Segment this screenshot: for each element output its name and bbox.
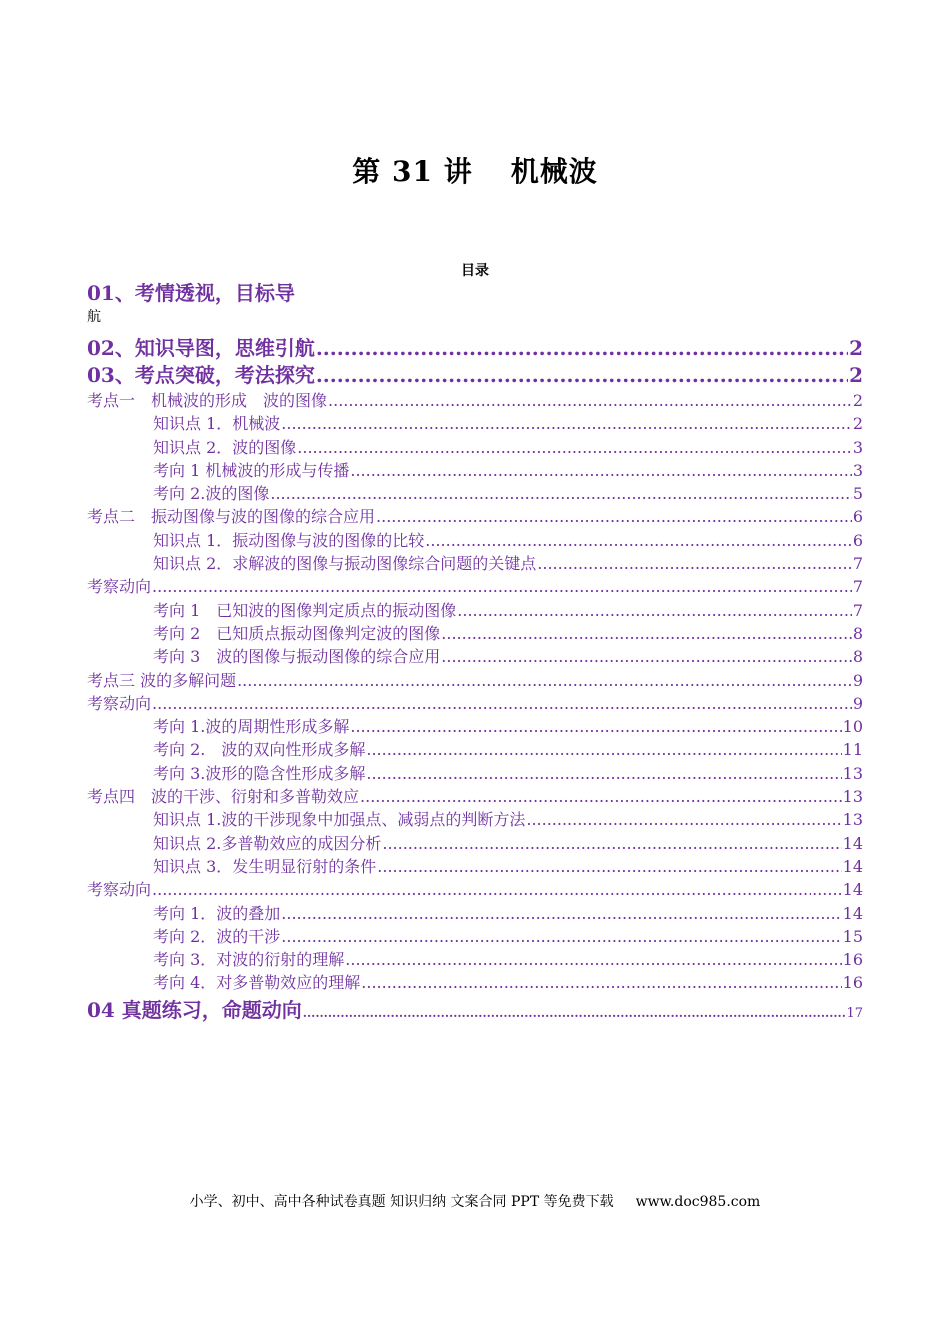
toc-entry[interactable]: [87, 482, 863, 505]
toc-entry-page: 14: [842, 903, 863, 923]
toc-entry-page: 7: [852, 554, 863, 574]
toc-entry-label: 03、考点突破，考法探究: [87, 363, 315, 387]
toc-entry-label: 知识点 1．机械波: [153, 414, 281, 434]
toc-entry-page: 10: [842, 717, 863, 737]
toc-leader-dots: [441, 622, 852, 645]
toc-entry[interactable]: [87, 459, 863, 482]
toc-entry-label: 知识点 2．波的图像: [153, 437, 297, 457]
toc-entry-page: 3: [852, 437, 863, 457]
page-title: [0, 150, 950, 190]
toc-entry-page: 2: [852, 414, 863, 434]
toc-entry-label: 考向 2 已知质点振动图像判定波的图像: [153, 623, 441, 643]
toc-entry-label: 04 真题练习，命题动向: [87, 997, 302, 1022]
toc-entry[interactable]: [87, 412, 863, 435]
toc-entry-label: 考向 1．波的叠加: [153, 903, 281, 923]
toc-entry-label: 知识点 1．振动图像与波的图像的比较: [153, 530, 425, 550]
toc-entry-page: 9: [852, 693, 863, 713]
toc-leader-dots: [316, 335, 848, 362]
toc-entry-page: 7: [852, 577, 863, 597]
toc-entry-page: 8: [852, 647, 863, 667]
toc-entry-page: 3: [852, 460, 863, 480]
toc-entry[interactable]: [87, 925, 863, 948]
title-lecture-number: 第 31 讲: [352, 155, 473, 188]
toc-entry-label: 考点一 机械波的形成 波的图像: [87, 391, 328, 410]
toc-entry[interactable]: [87, 335, 863, 362]
toc-entry-page: 5: [852, 484, 863, 504]
toc-entry[interactable]: [87, 948, 863, 971]
toc-entry-page: 16: [842, 950, 863, 970]
toc-entry[interactable]: [87, 715, 863, 738]
toc-entry[interactable]: [87, 878, 863, 901]
toc-entry[interactable]: [87, 389, 863, 412]
toc-leader-dots: [360, 785, 842, 808]
toc-leader-dots: [361, 971, 841, 994]
footer-promo-text: 小学、初中、高中各种试卷真题 知识归纳 文案合同 PPT 等免费下载: [189, 1194, 614, 1210]
toc-leader-dots: [345, 948, 841, 971]
toc-leader-dots: [152, 692, 852, 715]
toc-entry-label: 考察动向: [87, 693, 152, 713]
toc-leader-dots: [537, 552, 852, 575]
toc-entry[interactable]: [87, 971, 863, 994]
toc-entry-page: 2: [849, 363, 863, 387]
toc-leader-dots: [350, 459, 851, 482]
toc-entry[interactable]: [87, 552, 863, 575]
toc-entry-page: 2: [849, 336, 863, 360]
toc-entry-page: 14: [842, 856, 863, 876]
toc-entry[interactable]: [87, 738, 863, 761]
toc-leader-dots: [297, 436, 852, 459]
toc-leader-dots: [303, 1000, 846, 1027]
toc-leader-dots: [457, 599, 852, 622]
toc-entry-page: 6: [852, 507, 863, 527]
toc-leader-dots: [281, 412, 852, 435]
toc-leader-dots: [350, 715, 841, 738]
toc-entry-label: 考向 3．对波的衍射的理解: [153, 950, 345, 970]
table-of-contents: [87, 280, 863, 1027]
toc-entry-label: 考向 2. 波的双向性形成多解: [153, 740, 366, 760]
toc-entry-label: 考点三 波的多解问题: [87, 670, 237, 690]
toc-entry[interactable]: [87, 762, 863, 785]
toc-entry-page: 17: [846, 1005, 863, 1021]
toc-entry-label: 知识点 3．发生明显衍射的条件: [153, 856, 377, 876]
toc-entry[interactable]: [87, 280, 863, 307]
toc-entry-label: 02、知识导图，思维引航: [87, 336, 315, 360]
toc-leader-dots: [316, 362, 848, 389]
toc-entry[interactable]: [87, 645, 863, 668]
toc-entry[interactable]: [87, 902, 863, 925]
toc-entry-label: 考向 2.波的图像: [153, 484, 270, 504]
footer-website-link[interactable]: www.doc985.com: [635, 1194, 761, 1210]
title-topic: 机械波: [510, 155, 598, 188]
toc-entry-page: 2: [852, 391, 863, 410]
toc-entry-page: 14: [842, 833, 863, 853]
toc-entry-page: 8: [852, 623, 863, 643]
toc-entry-label: 考向 4．对多普勒效应的理解: [153, 973, 361, 993]
toc-leader-dots: [425, 529, 852, 552]
toc-leader-dots: [382, 832, 841, 855]
toc-leader-dots: [526, 808, 841, 831]
toc-leader-dots: [376, 505, 852, 528]
toc-entry-label: 考向 1 已知波的图像判定质点的振动图像: [153, 600, 457, 620]
toc-entry: [87, 307, 863, 327]
toc-entry[interactable]: [87, 529, 863, 552]
toc-leader-dots: [281, 902, 841, 925]
toc-entry-page: 15: [842, 926, 863, 946]
toc-leader-dots: [441, 645, 852, 668]
toc-entry[interactable]: [87, 785, 863, 808]
toc-entry[interactable]: [87, 436, 863, 459]
toc-entry[interactable]: [87, 669, 863, 692]
toc-entry-label: 考察动向: [87, 577, 152, 597]
toc-entry-page: 7: [852, 600, 863, 620]
toc-entry-page: 13: [842, 810, 863, 830]
toc-leader-dots: [366, 762, 841, 785]
toc-entry[interactable]: [87, 575, 863, 598]
toc-leader-dots: [152, 575, 852, 598]
toc-entry-label: 考向 3 波的图像与振动图像的综合应用: [153, 647, 441, 667]
toc-entry[interactable]: [87, 997, 863, 1027]
toc-leader-dots: [328, 389, 852, 412]
toc-leader-dots: [237, 669, 852, 692]
toc-entry-label: 知识点 2．求解波的图像与振动图像综合问题的关键点: [153, 554, 537, 574]
toc-entry-label: 考点四 波的干涉、衍射和多普勒效应: [87, 787, 360, 807]
toc-entry-page: 13: [842, 763, 863, 783]
toc-entry-label: 考向 1.波的周期性形成多解: [153, 717, 350, 737]
toc-entry-page: 6: [852, 530, 863, 550]
toc-entry[interactable]: [87, 692, 863, 715]
toc-leader-dots: [281, 925, 841, 948]
toc-entry-label: 考点二 振动图像与波的图像的综合应用: [87, 507, 376, 527]
toc-leader-dots: [152, 878, 811, 901]
toc-entry-page: 11: [842, 740, 863, 760]
toc-entry-label: 考向 2．波的干涉: [153, 926, 281, 946]
toc-entry-page: 13: [842, 787, 863, 807]
toc-leader-dots: [377, 855, 841, 878]
toc-entry-page: 16: [842, 973, 863, 993]
footer: [0, 1191, 950, 1211]
toc-entry-label: 航: [87, 309, 101, 325]
toc-leader-dots: [270, 482, 851, 505]
toc-entry[interactable]: [87, 855, 863, 878]
toc-entry-label: 01、考情透视，目标导: [87, 281, 295, 305]
toc-entry[interactable]: [87, 362, 863, 389]
toc-entry[interactable]: [87, 505, 863, 528]
toc-entry-page: 9: [852, 670, 863, 690]
toc-entry[interactable]: [87, 832, 863, 855]
toc-entry[interactable]: [87, 599, 863, 622]
toc-entry-label: 知识点 2.多普勒效应的成因分析: [153, 833, 382, 853]
toc-entry-label: 考向 1 机械波的形成与传播: [153, 460, 350, 480]
toc-entry-label: 知识点 1.波的干涉现象中加强点、减弱点的判断方法: [153, 810, 526, 830]
toc-entry-label: 考向 3.波形的隐含性形成多解: [153, 763, 366, 783]
toc-entry[interactable]: [87, 622, 863, 645]
toc-leader-dots: [366, 738, 841, 761]
toc-entry-page: ......14: [812, 880, 863, 900]
toc-entry[interactable]: [87, 808, 863, 831]
toc-entry-label: 考察动向: [87, 880, 152, 900]
toc-heading: 目录: [461, 263, 489, 279]
